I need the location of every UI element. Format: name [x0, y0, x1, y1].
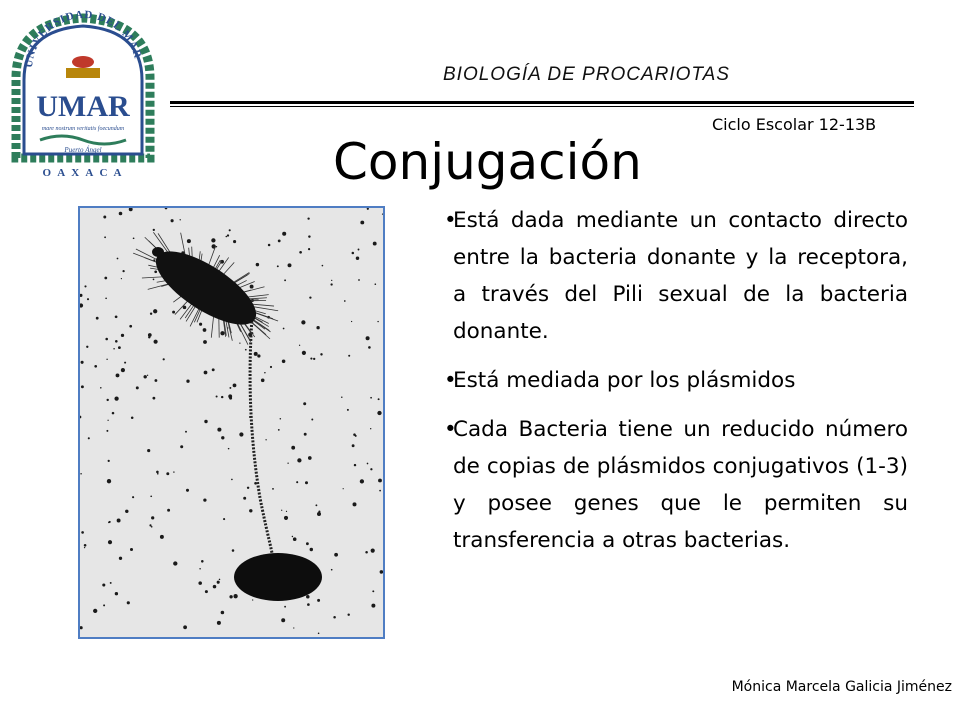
bacteria-conjugation-micrograph: [78, 206, 385, 639]
speck: [84, 544, 87, 547]
speck: [282, 232, 286, 236]
speck: [166, 472, 169, 475]
speck: [106, 359, 107, 360]
speck: [112, 412, 115, 415]
speck: [316, 326, 319, 329]
speck: [153, 309, 157, 313]
speck: [121, 334, 124, 337]
author-name: Mónica Marcela Galicia Jiménez: [731, 679, 952, 695]
speck: [284, 606, 286, 608]
logo-ring-text: UNIVERSIDAD DEL MAR: [22, 8, 144, 69]
speck: [306, 595, 310, 599]
speck: [149, 524, 151, 526]
bullet-list: [444, 202, 908, 571]
speck: [315, 504, 317, 506]
speck: [103, 216, 106, 219]
speck: [183, 625, 187, 629]
speck: [106, 430, 108, 432]
speck: [115, 340, 118, 343]
speck: [310, 548, 313, 551]
speck: [110, 582, 112, 584]
speck: [320, 353, 322, 355]
speck: [152, 397, 155, 400]
speck: [86, 346, 88, 348]
speck: [370, 397, 372, 399]
speck: [93, 609, 97, 613]
speck: [148, 336, 150, 338]
speck: [287, 463, 288, 464]
speck: [358, 279, 360, 281]
speck: [119, 212, 123, 216]
speck: [333, 616, 336, 619]
speck: [211, 238, 215, 242]
speck: [160, 535, 164, 539]
speck: [136, 386, 139, 389]
school-year: Ciclo Escolar 12-13B: [712, 115, 877, 134]
speck: [306, 542, 309, 545]
speck: [378, 479, 382, 483]
speck: [371, 604, 375, 608]
speck: [372, 590, 374, 592]
speck: [201, 560, 204, 563]
speck: [307, 217, 309, 219]
speck: [334, 553, 338, 557]
speck: [84, 547, 85, 548]
bullet-text: Está mediada por los plásmidos: [453, 368, 796, 393]
speck: [199, 323, 202, 326]
speck: [377, 411, 381, 415]
speck: [307, 603, 310, 606]
speck: [156, 471, 159, 474]
speck: [356, 257, 359, 260]
speck: [150, 495, 152, 497]
speck: [365, 551, 368, 554]
speck: [104, 277, 107, 280]
speck: [284, 279, 286, 281]
speck: [317, 599, 320, 602]
speck: [131, 416, 134, 419]
speck: [115, 592, 118, 595]
speck: [330, 283, 332, 285]
speck: [153, 279, 155, 281]
speck: [198, 581, 202, 585]
logo-campus: Puerto Ángel: [64, 146, 102, 154]
speck: [257, 354, 260, 357]
speck: [81, 531, 84, 534]
speck: [229, 229, 231, 231]
speck: [154, 340, 158, 344]
speck: [103, 604, 105, 606]
bullet-symbol: •: [444, 417, 457, 442]
speck: [104, 236, 106, 238]
speck: [228, 448, 230, 450]
speck: [125, 510, 128, 513]
speck: [180, 445, 183, 448]
recipient-bacterium: [234, 553, 322, 601]
speck: [375, 283, 377, 285]
speck: [108, 460, 110, 462]
speck: [280, 418, 282, 420]
speck: [252, 599, 253, 600]
speck: [249, 509, 252, 512]
bullet-item: [444, 202, 908, 350]
speck: [229, 595, 232, 598]
speck: [348, 355, 350, 357]
speck: [309, 296, 311, 298]
speck: [299, 345, 300, 346]
speck: [216, 395, 218, 397]
speck: [81, 361, 84, 364]
speck: [311, 419, 313, 421]
speck: [282, 360, 286, 364]
speck: [305, 481, 308, 484]
speck: [153, 229, 155, 231]
speck: [272, 488, 274, 490]
speck: [229, 387, 231, 389]
speck: [217, 428, 221, 432]
speck: [122, 270, 124, 272]
speck: [268, 244, 271, 247]
speck: [163, 358, 165, 360]
speck: [292, 536, 293, 537]
speck: [223, 518, 225, 520]
speck: [358, 249, 360, 251]
logo-region: O A X A C A: [42, 167, 124, 179]
speck: [180, 219, 181, 220]
bullet-text: Cada Bacteria tiene un reducido número de copias de plásmidos conjugativos (1-3) y posee genes que le permiten su transferencia a otras bacterias.: [453, 417, 908, 553]
speck: [171, 219, 174, 222]
speck: [231, 479, 233, 481]
speck: [370, 468, 372, 470]
speck: [281, 510, 282, 511]
speck: [80, 473, 82, 475]
speck: [353, 502, 357, 506]
speck: [132, 496, 134, 498]
speck: [293, 537, 297, 541]
speck: [355, 435, 357, 437]
speck: [278, 429, 280, 431]
speck: [256, 263, 259, 266]
speck: [297, 458, 301, 462]
speck: [233, 240, 236, 243]
bullet-item: [444, 411, 908, 559]
speck: [293, 627, 294, 628]
speck: [107, 420, 108, 421]
speck: [277, 265, 279, 267]
speck: [216, 246, 217, 247]
speck: [124, 362, 126, 364]
speck: [304, 433, 307, 436]
speck: [378, 398, 380, 400]
speck: [341, 397, 342, 398]
university-logo: [4, 8, 162, 180]
speck: [84, 285, 86, 287]
speck: [185, 431, 187, 433]
speck: [239, 342, 240, 343]
speck: [105, 297, 107, 299]
speck: [308, 235, 310, 237]
speck: [373, 242, 377, 246]
speck: [115, 315, 118, 318]
speck: [347, 409, 349, 411]
speck: [318, 633, 320, 635]
speck: [205, 590, 208, 593]
speck: [147, 449, 150, 452]
speck: [239, 432, 243, 436]
speck: [108, 540, 112, 544]
speck: [121, 368, 125, 372]
speck: [117, 258, 119, 260]
speck: [302, 351, 306, 355]
speck: [371, 549, 375, 553]
bullet-text: Está dada mediante un contacto directo entre la bacteria donante y la receptora, a través del Pili sexual de la bacteria donante.: [453, 208, 908, 344]
speck: [212, 368, 215, 371]
speck: [367, 463, 369, 465]
speck: [281, 618, 285, 622]
speck: [118, 346, 121, 349]
speck: [370, 428, 371, 429]
speck: [291, 446, 295, 450]
speck: [283, 328, 285, 330]
speck: [264, 372, 265, 373]
header-divider-thin: [170, 106, 914, 107]
speck: [117, 519, 121, 523]
speck: [331, 280, 332, 281]
speck: [245, 349, 247, 351]
speck: [232, 549, 235, 552]
speck: [130, 548, 133, 551]
speck: [221, 436, 224, 439]
speck: [144, 375, 147, 378]
speck: [106, 399, 108, 401]
speck: [278, 240, 281, 243]
speck: [186, 380, 189, 383]
speck: [250, 285, 254, 289]
speck: [347, 613, 349, 615]
logo-monogram: UMAR: [36, 90, 130, 123]
speck: [360, 479, 364, 483]
logo-motto: mare nostrum veritatis foecundum: [41, 126, 125, 132]
speck: [352, 252, 355, 255]
speck: [299, 251, 302, 254]
speck: [96, 317, 99, 320]
speck: [217, 581, 220, 584]
speck: [331, 569, 333, 571]
speck: [129, 325, 132, 328]
speck: [203, 498, 206, 501]
speck: [308, 248, 310, 250]
speck: [127, 601, 130, 604]
speck: [113, 348, 115, 350]
bullet-item: [444, 362, 908, 399]
speck: [167, 509, 170, 512]
speck: [379, 490, 381, 492]
speck: [220, 331, 224, 335]
speck: [303, 402, 306, 405]
speck: [219, 579, 221, 581]
speck: [368, 346, 371, 349]
speck: [233, 594, 237, 598]
speck: [247, 487, 249, 489]
speck: [154, 270, 157, 273]
speck: [296, 481, 298, 483]
speck: [151, 516, 154, 519]
speck: [213, 585, 217, 589]
speck: [107, 479, 111, 483]
speck: [199, 568, 201, 570]
speck: [116, 373, 120, 377]
speck: [377, 321, 378, 322]
speck: [317, 512, 321, 516]
speck: [203, 328, 207, 332]
speck: [265, 439, 266, 440]
speck: [229, 397, 232, 400]
speck: [100, 387, 102, 389]
speck: [157, 473, 159, 475]
speck: [284, 516, 288, 520]
speck: [288, 263, 292, 267]
speck: [221, 611, 225, 615]
speck: [360, 221, 364, 225]
speck: [173, 561, 177, 565]
speck: [261, 378, 265, 382]
speck: [254, 352, 258, 356]
speck: [217, 621, 221, 625]
speck: [352, 444, 355, 447]
speck: [286, 511, 287, 512]
speck: [133, 237, 135, 239]
bullet-symbol: •: [444, 368, 457, 393]
speck: [186, 489, 189, 492]
speck: [366, 336, 370, 340]
speck: [344, 300, 346, 302]
speck: [308, 456, 312, 460]
speck: [226, 236, 228, 238]
course-title: BIOLOGÍA DE PROCARIOTAS: [443, 64, 730, 85]
speck: [114, 396, 118, 400]
speck: [102, 583, 105, 586]
slide-title: Conjugación: [333, 133, 642, 191]
speck: [81, 385, 84, 388]
speck: [150, 313, 152, 315]
speck: [105, 338, 108, 341]
speck: [154, 379, 157, 382]
speck: [172, 311, 175, 314]
header-divider-thick: [170, 101, 914, 104]
speck: [351, 321, 352, 322]
speck: [313, 358, 315, 360]
speck: [227, 234, 229, 236]
speck: [301, 320, 305, 324]
speck: [121, 278, 122, 279]
speck: [119, 557, 122, 560]
speck: [94, 365, 97, 368]
speck: [270, 366, 272, 368]
speck: [310, 358, 312, 360]
speck: [187, 239, 191, 243]
speck: [322, 265, 324, 267]
speck: [109, 521, 111, 523]
speck: [243, 497, 246, 500]
speck: [354, 464, 356, 466]
speck: [173, 471, 174, 472]
speck: [343, 488, 344, 489]
speck: [233, 384, 237, 388]
speck: [147, 375, 148, 376]
speck: [87, 298, 89, 300]
bullet-symbol: •: [444, 208, 457, 233]
speck: [221, 396, 223, 398]
speck: [203, 340, 207, 344]
speck: [204, 420, 207, 423]
speck: [204, 371, 208, 375]
speck: [88, 437, 90, 439]
